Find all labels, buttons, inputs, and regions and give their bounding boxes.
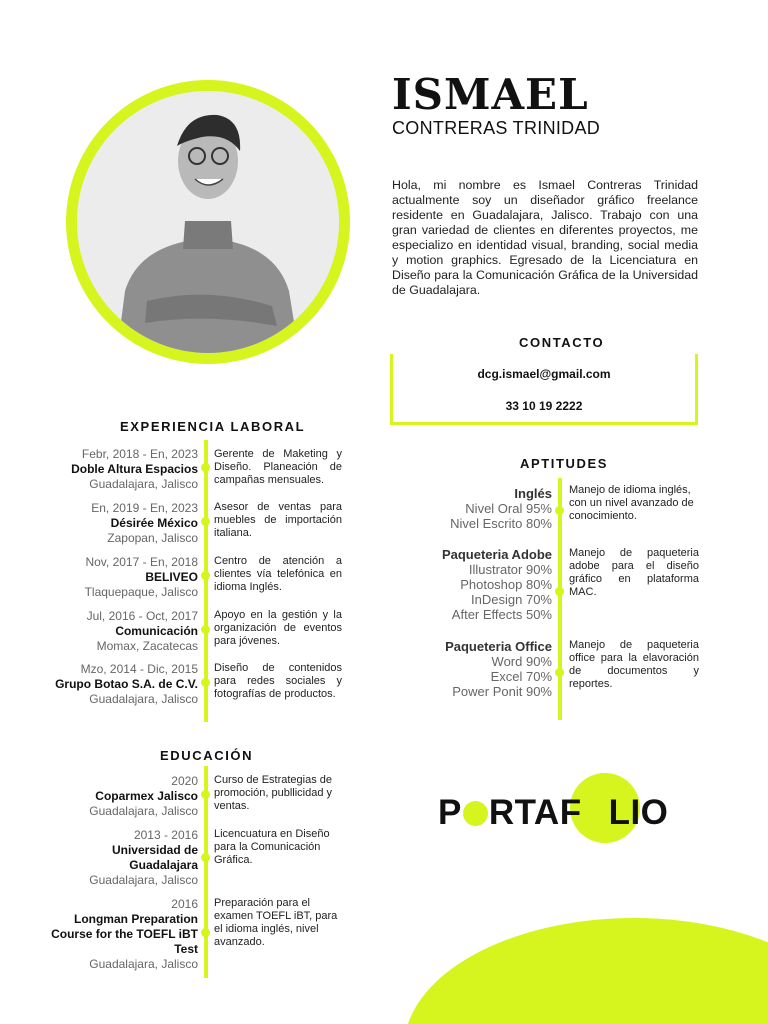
- experience-dates: Febr, 2018 - En, 2023: [81, 447, 198, 461]
- aptitude-group-title: Paqueteria Adobe: [441, 547, 552, 562]
- bio-paragraph: Hola, mi nombre es Ismael Contreras Trinidad actualmente soy un diseñador gráfico freelance residente en Guadalajara, Jalisco. Trabajo con una gran variedad de clientes en diferentes proyectos, me especializo en identidad visual, branding, social media y motion graphics. Egresado de la Licenciatura en Diseño para la Comunicación Gráfica de la Universidad de Guadalajara.: [392, 178, 698, 297]
- education-school: Universidad de Guadalajara: [111, 843, 198, 872]
- last-name: CONTRERAS TRINIDAD: [392, 118, 601, 138]
- aptitude-item: Excel 70%: [490, 669, 552, 684]
- aptitude-description: Manejo de paqueteria office para la elavoración de documentos y reportes.: [569, 639, 699, 690]
- experience-company: Grupo Botao S.A. de C.V.: [55, 677, 198, 691]
- aptitude-item: After Effects 50%: [451, 607, 552, 622]
- aptitude-description: Manejo de paqueteria adobe para el diseño gráfico en plataforma MAC.: [569, 547, 699, 598]
- experience-location: Zapopan, Jalisco: [107, 531, 198, 545]
- education-school: Coparmex Jalisco: [95, 789, 198, 803]
- aptitude-item: Nivel Oral 95%: [465, 501, 552, 516]
- experience-entry: [85, 555, 198, 600]
- education-year: 2016: [171, 897, 198, 911]
- experience-company: Désirée México: [110, 516, 198, 530]
- portfolio-o-dot: [463, 801, 488, 826]
- aptitude-item: InDesign 70%: [471, 592, 552, 607]
- experience-location: Tlaquepaque, Jalisco: [84, 585, 198, 599]
- contact-box-tick-right: [695, 354, 698, 360]
- experience-description: Gerente de Maketing y Diseño. Planeación de campañas mensuales.: [214, 448, 342, 486]
- experience-location: Guadalajara, Jalisco: [89, 477, 198, 491]
- aptitudes-title: APTITUDES: [520, 456, 609, 471]
- education-entry: [38, 828, 198, 888]
- experience-description: Centro de atención a clientes vía telefónica en idioma Inglés.: [214, 555, 342, 593]
- experience-title: EXPERIENCIA LABORAL: [120, 419, 306, 434]
- experience-company: Comunicación: [115, 624, 198, 638]
- experience-dates: Mzo, 2014 - Dic, 2015: [80, 662, 198, 676]
- experience-entry: [87, 609, 198, 654]
- aptitude-item: Power Ponit 90%: [452, 684, 552, 699]
- experience-location: Guadalajara, Jalisco: [89, 692, 198, 706]
- aptitude-item: Photoshop 80%: [460, 577, 552, 592]
- experience-company: BELIVEO: [145, 570, 198, 584]
- timeline-dot: [555, 506, 564, 515]
- experience-dates: Jul, 2016 - Oct, 2017: [86, 609, 198, 623]
- timeline-dot: [201, 625, 210, 634]
- first-name: ISMAEL: [392, 70, 589, 119]
- experience-description: Diseño de contenidos para redes sociales y fotografías de productos.: [214, 662, 342, 700]
- contact-box-tick-left: [390, 354, 393, 360]
- aptitude-item: Word 90%: [491, 654, 552, 669]
- timeline-dot: [555, 587, 564, 596]
- timeline-dot: [201, 678, 210, 687]
- contact-title: CONTACTO: [519, 335, 605, 350]
- aptitude-group: [442, 547, 552, 622]
- experience-company: Doble Altura Espacios: [71, 462, 198, 476]
- education-entry: [89, 774, 198, 819]
- aptitude-item: Nivel Escrito 80%: [450, 516, 552, 531]
- portfolio-text-part: P: [438, 793, 462, 832]
- experience-description: Asesor de ventas para muebles de importación italiana.: [214, 501, 342, 539]
- experience-dates: Nov, 2017 - En, 2018: [85, 555, 198, 569]
- aptitude-group-title: Inglés: [514, 486, 552, 501]
- education-description: Curso de Estrategias de promoción, publlicidad y ventas.: [214, 774, 333, 812]
- education-description: Preparación para el examen TOEFL iBT, para el idioma inglés, nivel avanzado.: [214, 897, 338, 948]
- experience-description: Apoyo en la gestión y la organización de eventos para jóvenes.: [214, 609, 342, 647]
- aptitude-group: [450, 486, 552, 531]
- portfolio-text-part: RTAF: [488, 793, 582, 832]
- education-title: EDUCACIÓN: [160, 748, 254, 763]
- experience-entry: [91, 501, 198, 546]
- education-entry: [30, 897, 198, 972]
- experience-entry: [55, 662, 198, 707]
- education-location: Guadalajara, Jalisco: [89, 804, 198, 818]
- timeline-dot: [201, 463, 210, 472]
- experience-entry: [71, 447, 198, 492]
- education-location: Guadalajara, Jalisco: [89, 873, 198, 887]
- contact-phone[interactable]: 33 10 19 2222: [505, 399, 583, 413]
- education-school: Longman Preparation Course for the TOEFL iBT Test: [51, 912, 198, 956]
- timeline-dot: [201, 517, 210, 526]
- timeline-dot: [201, 790, 210, 799]
- education-year: 2013 - 2016: [133, 828, 198, 842]
- aptitude-description: Manejo de idioma inglés, con un nivel avanzado de conocimiento.: [569, 484, 694, 522]
- experience-location: Momax, Zacatecas: [96, 639, 198, 653]
- timeline-dot: [201, 571, 210, 580]
- aptitude-item: Illustrator 90%: [468, 562, 552, 577]
- aptitude-group-title: Paqueteria Office: [445, 639, 552, 654]
- education-year: 2020: [171, 774, 198, 788]
- portfolio-link[interactable]: [438, 793, 668, 833]
- profile-photo: [77, 91, 339, 353]
- experience-dates: En, 2019 - En, 2023: [91, 501, 198, 515]
- timeline-dot: [201, 853, 210, 862]
- timeline-dot: [201, 928, 210, 937]
- education-location: Guadalajara, Jalisco: [89, 957, 198, 971]
- decorative-blob: [404, 918, 768, 1024]
- contact-email[interactable]: dcg.ismael@gmail.com: [477, 367, 611, 381]
- aptitude-group: [445, 639, 552, 699]
- portfolio-o-dot: [583, 801, 608, 826]
- education-description: Licencuatura en Diseño para la Comunicación Gráfica.: [214, 828, 330, 866]
- portfolio-text-part: LIO: [608, 793, 669, 832]
- timeline-dot: [555, 668, 564, 677]
